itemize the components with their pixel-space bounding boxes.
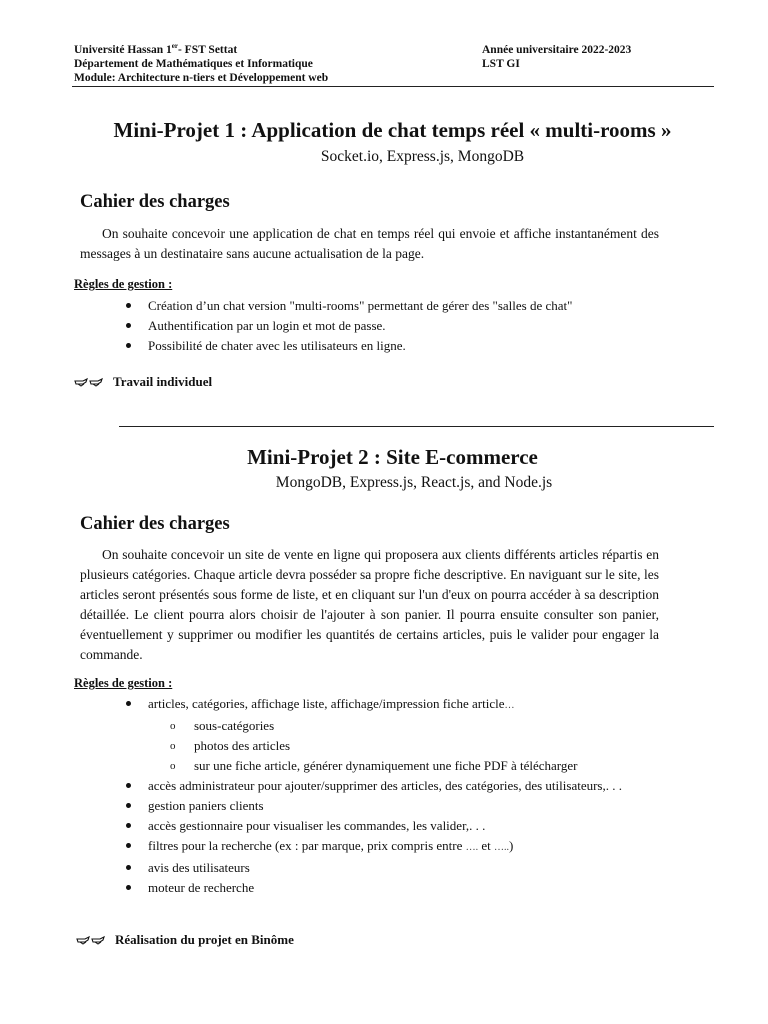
list-item: articles, catégories, affichage liste, affichage/impression fiche article… xyxy=(122,694,659,716)
list-item: o photos des articles xyxy=(122,736,659,756)
project1-rules-title: Règles de gestion : xyxy=(74,277,173,291)
project2-section-title: Cahier des charges xyxy=(80,514,230,534)
header-divider xyxy=(72,86,714,87)
project1-rules-list xyxy=(122,296,662,356)
project2-title: Mini-Projet 2 : Site E-commerce xyxy=(247,445,538,469)
project2-paragraph: On souhaite concevoir un site de vente en ligne qui proposera aux clients différents articles répartis en plusieurs catégories. Chaque article devra posséder sa propre fiche descriptive. En naviguant sur le site, les articles seront présentés sous forme de liste, et en cliquant sur l'un d'eux on pourra accéder à sa description détaillée. Le client pourra alors choisir de l'ajouter à son panier. Il pourra ensuite consulter son panier, éventuellement y supprimer ou modifier les quantités de certains articles, puis le valider pour engager la commande. xyxy=(80,547,659,662)
list-item: moteur de recherche xyxy=(122,878,659,898)
pointing-hand-icon xyxy=(76,935,105,945)
project1-paragraph: On souhaite concevoir une application de chat en temps réel qui envoie et affiche instantanément des messages à un destinataire sans aucune actualisation de la page. xyxy=(80,226,659,261)
header-module: Module: Architecture n-tiers et Développement web xyxy=(74,72,329,84)
header-department: Département de Mathématiques et Informatique xyxy=(74,58,313,70)
project1-subtitle: Socket.io, Express.js, MongoDB xyxy=(320,148,525,165)
list-item: Création d’un chat version "multi-rooms" permettant de gérer des "salles de chat" xyxy=(122,296,662,316)
section-divider xyxy=(119,426,714,427)
project1-section-title: Cahier des charges xyxy=(80,192,230,212)
list-item: o sur une fiche article, générer dynamiquement une fiche PDF à télécharger xyxy=(122,756,659,776)
header-program: LST GI xyxy=(482,58,520,70)
list-item: accès gestionnaire pour visualiser les commandes, les valider,. . . xyxy=(122,816,659,836)
project2-work-mode: Réalisation du projet en Binôme xyxy=(76,932,294,948)
list-item: Authentification par un login et mot de passe. xyxy=(122,316,662,336)
header-academic-year: Année universitaire 2022-2023 xyxy=(482,44,632,56)
project2-subtitle: MongoDB, Express.js, React.js, and Node.js xyxy=(275,474,553,491)
list-item: filtres pour la recherche (ex : par marque, prix compris entre …. et …..) xyxy=(122,836,659,858)
project2-rules-title: Règles de gestion : xyxy=(74,676,173,690)
list-item: o sous-catégories xyxy=(122,716,659,736)
list-item: avis des utilisateurs xyxy=(122,858,659,878)
project1-work-mode: Travail individuel xyxy=(74,374,212,390)
list-item: Possibilité de chater avec les utilisateurs en ligne. xyxy=(122,336,662,356)
list-item: accès administrateur pour ajouter/supprimer des articles, des catégories, des utilisateurs,. . . xyxy=(122,776,659,796)
header-university: Université Hassan 1er- FST Settat xyxy=(74,42,238,56)
project2-rules-list xyxy=(122,694,659,898)
project1-title: Mini-Projet 1 : Application de chat temps réel « multi-rooms » xyxy=(113,118,672,142)
list-item: gestion paniers clients xyxy=(122,796,659,816)
pointing-hand-icon xyxy=(74,377,103,387)
